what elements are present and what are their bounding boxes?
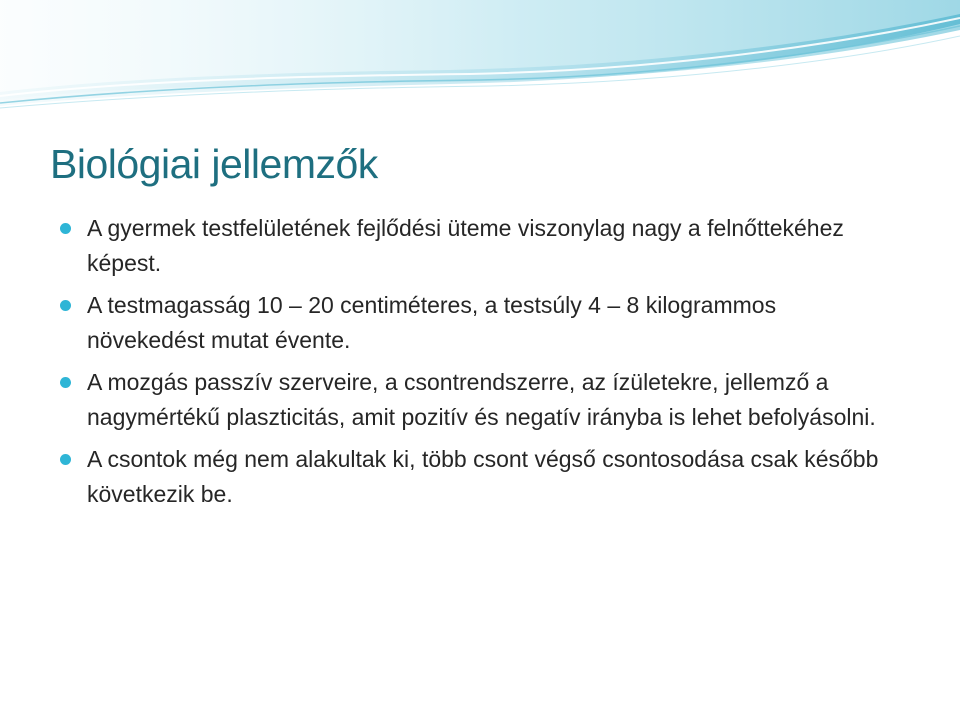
- bullet-text: A csontok még nem alakultak ki, több csont végső csontosodása csak később következik be.: [87, 446, 879, 507]
- slide-title: Biológiai jellemzők: [50, 141, 378, 187]
- bullet-text: A testmagasság 10 – 20 centiméteres, a testsúly 4 – 8 kilogrammos növekedést mutat évente.: [87, 292, 777, 353]
- bullet-item: [60, 442, 890, 511]
- bullet-item: [60, 288, 890, 357]
- bullet-list: [60, 211, 890, 519]
- bullet-item: [60, 211, 890, 280]
- decorative-wave-header: [0, 0, 960, 120]
- bullet-text: A mozgás passzív szerveire, a csontrendszerre, az ízületekre, jellemző a nagymértékű plaszticitás, amit pozitív és negatív irányba is lehet befolyásolni.: [87, 369, 876, 430]
- bullet-dot-icon: [60, 454, 71, 465]
- bullet-dot-icon: [60, 300, 71, 311]
- bullet-dot-icon: [60, 377, 71, 388]
- bullet-item: [60, 365, 890, 434]
- bullet-dot-icon: [60, 223, 71, 234]
- bullet-text: A gyermek testfelületének fejlődési üteme viszonylag nagy a felnőttekéhez képest.: [87, 215, 844, 276]
